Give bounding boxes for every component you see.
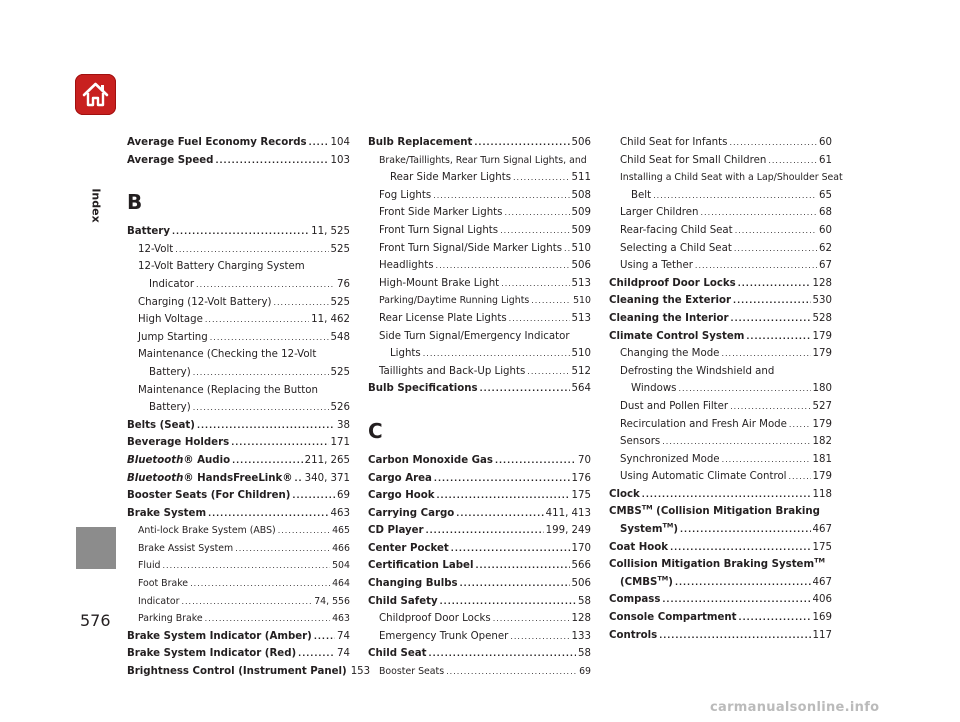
index-entry[interactable]: Average Fuel Economy Records ..... 104: [127, 134, 350, 152]
home-button[interactable]: [75, 74, 116, 115]
index-subentry[interactable]: Emergency Trunk Opener ..... 133: [368, 628, 591, 646]
index-subentry[interactable]: Changing the Mode ..... 179: [609, 345, 832, 363]
index-subentry[interactable]: Front Turn Signal/Side Marker Lights ..... 510: [368, 240, 591, 258]
index-entry[interactable]: Center Pocket ..... 170: [368, 540, 591, 558]
index-entry[interactable]: Bulb Specifications ..... 564: [368, 380, 591, 398]
index-entry[interactable]: Cleaning the Interior ..... 528: [609, 310, 832, 328]
index-subentry: Maintenance (Checking the 12-Volt: [138, 349, 317, 361]
index-subentry[interactable]: Indicator ..... 74, 556: [127, 593, 350, 611]
index-subentry: Side Turn Signal/Emergency Indicator: [379, 330, 570, 342]
index-entry[interactable]: Bluetooth® Audio ..... 211, 265: [127, 452, 350, 470]
index-entry[interactable]: Certification Label ..... 566: [368, 557, 591, 575]
index-subentry[interactable]: Using Automatic Climate Control ..... 179: [609, 468, 832, 486]
index-entry[interactable]: CD Player ..... 199, 249: [368, 522, 591, 540]
index-subentry[interactable]: Battery) ..... 526: [127, 399, 350, 417]
index-subentry[interactable]: Larger Children ..... 68: [609, 204, 832, 222]
index-subentry[interactable]: Front Turn Signal Lights ..... 509: [368, 222, 591, 240]
page-number: 576: [80, 611, 111, 630]
index-subentry[interactable]: Indicator ..... 76: [127, 276, 350, 294]
index-subentry: Brake/Taillights, Rear Turn Signal Lights, and: [379, 154, 587, 166]
index-entry[interactable]: Cargo Hook ..... 175: [368, 487, 591, 505]
index-subentry[interactable]: Jump Starting ..... 548: [127, 329, 350, 347]
index-entry[interactable]: Average Speed ..... 103: [127, 152, 350, 170]
index-entry[interactable]: System™) ..... 467: [609, 521, 832, 539]
index-subentry: Installing a Child Seat with a Lap/Shoulder Seat: [620, 172, 843, 184]
index-entry[interactable]: Brake System Indicator (Amber) ..... 74: [127, 628, 350, 646]
section-letter: C: [368, 418, 383, 443]
index-entry[interactable]: (CMBS™) ..... 467: [609, 574, 832, 592]
index-column-2: [368, 134, 591, 681]
index-subentry[interactable]: Windows ..... 180: [609, 380, 832, 398]
index-subentry[interactable]: Taillights and Back-Up Lights ..... 512: [368, 363, 591, 381]
index-subentry[interactable]: Child Seat for Small Children ..... 61: [609, 152, 832, 170]
index-entry[interactable]: Brake System ..... 463: [127, 505, 350, 523]
index-subentry[interactable]: High Voltage ..... 11, 462: [127, 311, 350, 329]
index-subentry[interactable]: Selecting a Child Seat ..... 62: [609, 240, 832, 258]
index-subentry[interactable]: Fog Lights ..... 508: [368, 187, 591, 205]
index-subentry: 12-Volt Battery Charging System: [138, 261, 305, 273]
index-subentry[interactable]: Child Seat for Infants ..... 60: [609, 134, 832, 152]
index-subentry[interactable]: Fluid ..... 504: [127, 557, 350, 575]
index-subentry[interactable]: Parking/Daytime Running Lights ..... 510: [368, 292, 591, 310]
section-tab[interactable]: [76, 527, 116, 569]
index-entry[interactable]: Cargo Area ..... 176: [368, 470, 591, 488]
index-entry[interactable]: Carrying Cargo ..... 411, 413: [368, 505, 591, 523]
section-letter: B: [127, 190, 143, 215]
index-entry[interactable]: Childproof Door Locks ..... 128: [609, 275, 832, 293]
house-icon: [81, 80, 110, 109]
index-entry[interactable]: Cleaning the Exterior ..... 530: [609, 292, 832, 310]
index-entry[interactable]: Bulb Replacement ..... 506: [368, 134, 591, 152]
index-entry[interactable]: Beverage Holders ..... 171: [127, 434, 350, 452]
index-subentry[interactable]: Rear-facing Child Seat ..... 60: [609, 222, 832, 240]
index-entry[interactable]: Belts (Seat) ..... 38: [127, 417, 350, 435]
index-entry[interactable]: Coat Hook ..... 175: [609, 539, 832, 557]
watermark: carmanualsonline.info: [710, 700, 880, 715]
index-entry[interactable]: Climate Control System ..... 179: [609, 328, 832, 346]
index-subentry[interactable]: Belt ..... 65: [609, 187, 832, 205]
index-subentry[interactable]: Front Side Marker Lights ..... 509: [368, 204, 591, 222]
index-subentry[interactable]: Rear Side Marker Lights ..... 511: [368, 169, 591, 187]
index-subentry[interactable]: Brake Assist System ..... 466: [127, 540, 350, 558]
index-entry[interactable]: Console Compartment ..... 169: [609, 609, 832, 627]
index-entry[interactable]: Bluetooth® HandsFreeLink® ..... 340, 371: [127, 470, 350, 488]
index-subentry[interactable]: Dust and Pollen Filter ..... 527: [609, 398, 832, 416]
index-subentry[interactable]: Foot Brake ..... 464: [127, 575, 350, 593]
index-subentry[interactable]: Lights ..... 510: [368, 345, 591, 363]
index-entry[interactable]: Booster Seats (For Children) ..... 69: [127, 487, 350, 505]
index-subentry[interactable]: Booster Seats ..... 69: [368, 663, 591, 681]
index-subentry[interactable]: Sensors ..... 182: [609, 433, 832, 451]
index-entry[interactable]: Child Safety ..... 58: [368, 593, 591, 611]
index-subentry[interactable]: Headlights ..... 506: [368, 257, 591, 275]
index-subentry[interactable]: Rear License Plate Lights ..... 513: [368, 310, 591, 328]
index-entry[interactable]: Battery ..... 11, 525: [127, 223, 350, 241]
index-subentry[interactable]: 12-Volt ..... 525: [127, 241, 350, 259]
index-subentry[interactable]: High-Mount Brake Light ..... 513: [368, 275, 591, 293]
index-entry: CMBS™ (Collision Mitigation Braking: [609, 504, 820, 518]
index-subentry[interactable]: Recirculation and Fresh Air Mode ..... 179: [609, 416, 832, 434]
index-entry[interactable]: Changing Bulbs ..... 506: [368, 575, 591, 593]
index-subentry[interactable]: Using a Tether ..... 67: [609, 257, 832, 275]
index-subentry[interactable]: Battery) ..... 525: [127, 364, 350, 382]
index-subentry: Defrosting the Windshield and: [620, 365, 775, 377]
index-entry[interactable]: Controls ..... 117: [609, 627, 832, 645]
index-subentry[interactable]: Parking Brake ..... 463: [127, 610, 350, 628]
index-subentry[interactable]: Synchronized Mode ..... 181: [609, 451, 832, 469]
index-column-1: [127, 134, 371, 681]
section-label: Index: [89, 187, 103, 223]
index-column-3: [609, 134, 843, 644]
index-entry[interactable]: Compass ..... 406: [609, 591, 832, 609]
index-entry[interactable]: Child Seat ..... 58: [368, 645, 591, 663]
index-entry: Collision Mitigation Braking System™: [609, 556, 825, 571]
index-entry[interactable]: Brightness Control (Instrument Panel) 153: [127, 666, 371, 678]
index-subentry[interactable]: Childproof Door Locks ..... 128: [368, 610, 591, 628]
index-entry[interactable]: Carbon Monoxide Gas ..... 70: [368, 452, 591, 470]
index-subentry[interactable]: Charging (12-Volt Battery) ..... 525: [127, 294, 350, 312]
index-subentry[interactable]: Anti-lock Brake System (ABS) ..... 465: [127, 522, 350, 540]
index-entry[interactable]: Brake System Indicator (Red) ..... 74: [127, 645, 350, 663]
index-subentry: Maintenance (Replacing the Button: [138, 384, 318, 396]
index-entry[interactable]: Clock ..... 118: [609, 486, 832, 504]
